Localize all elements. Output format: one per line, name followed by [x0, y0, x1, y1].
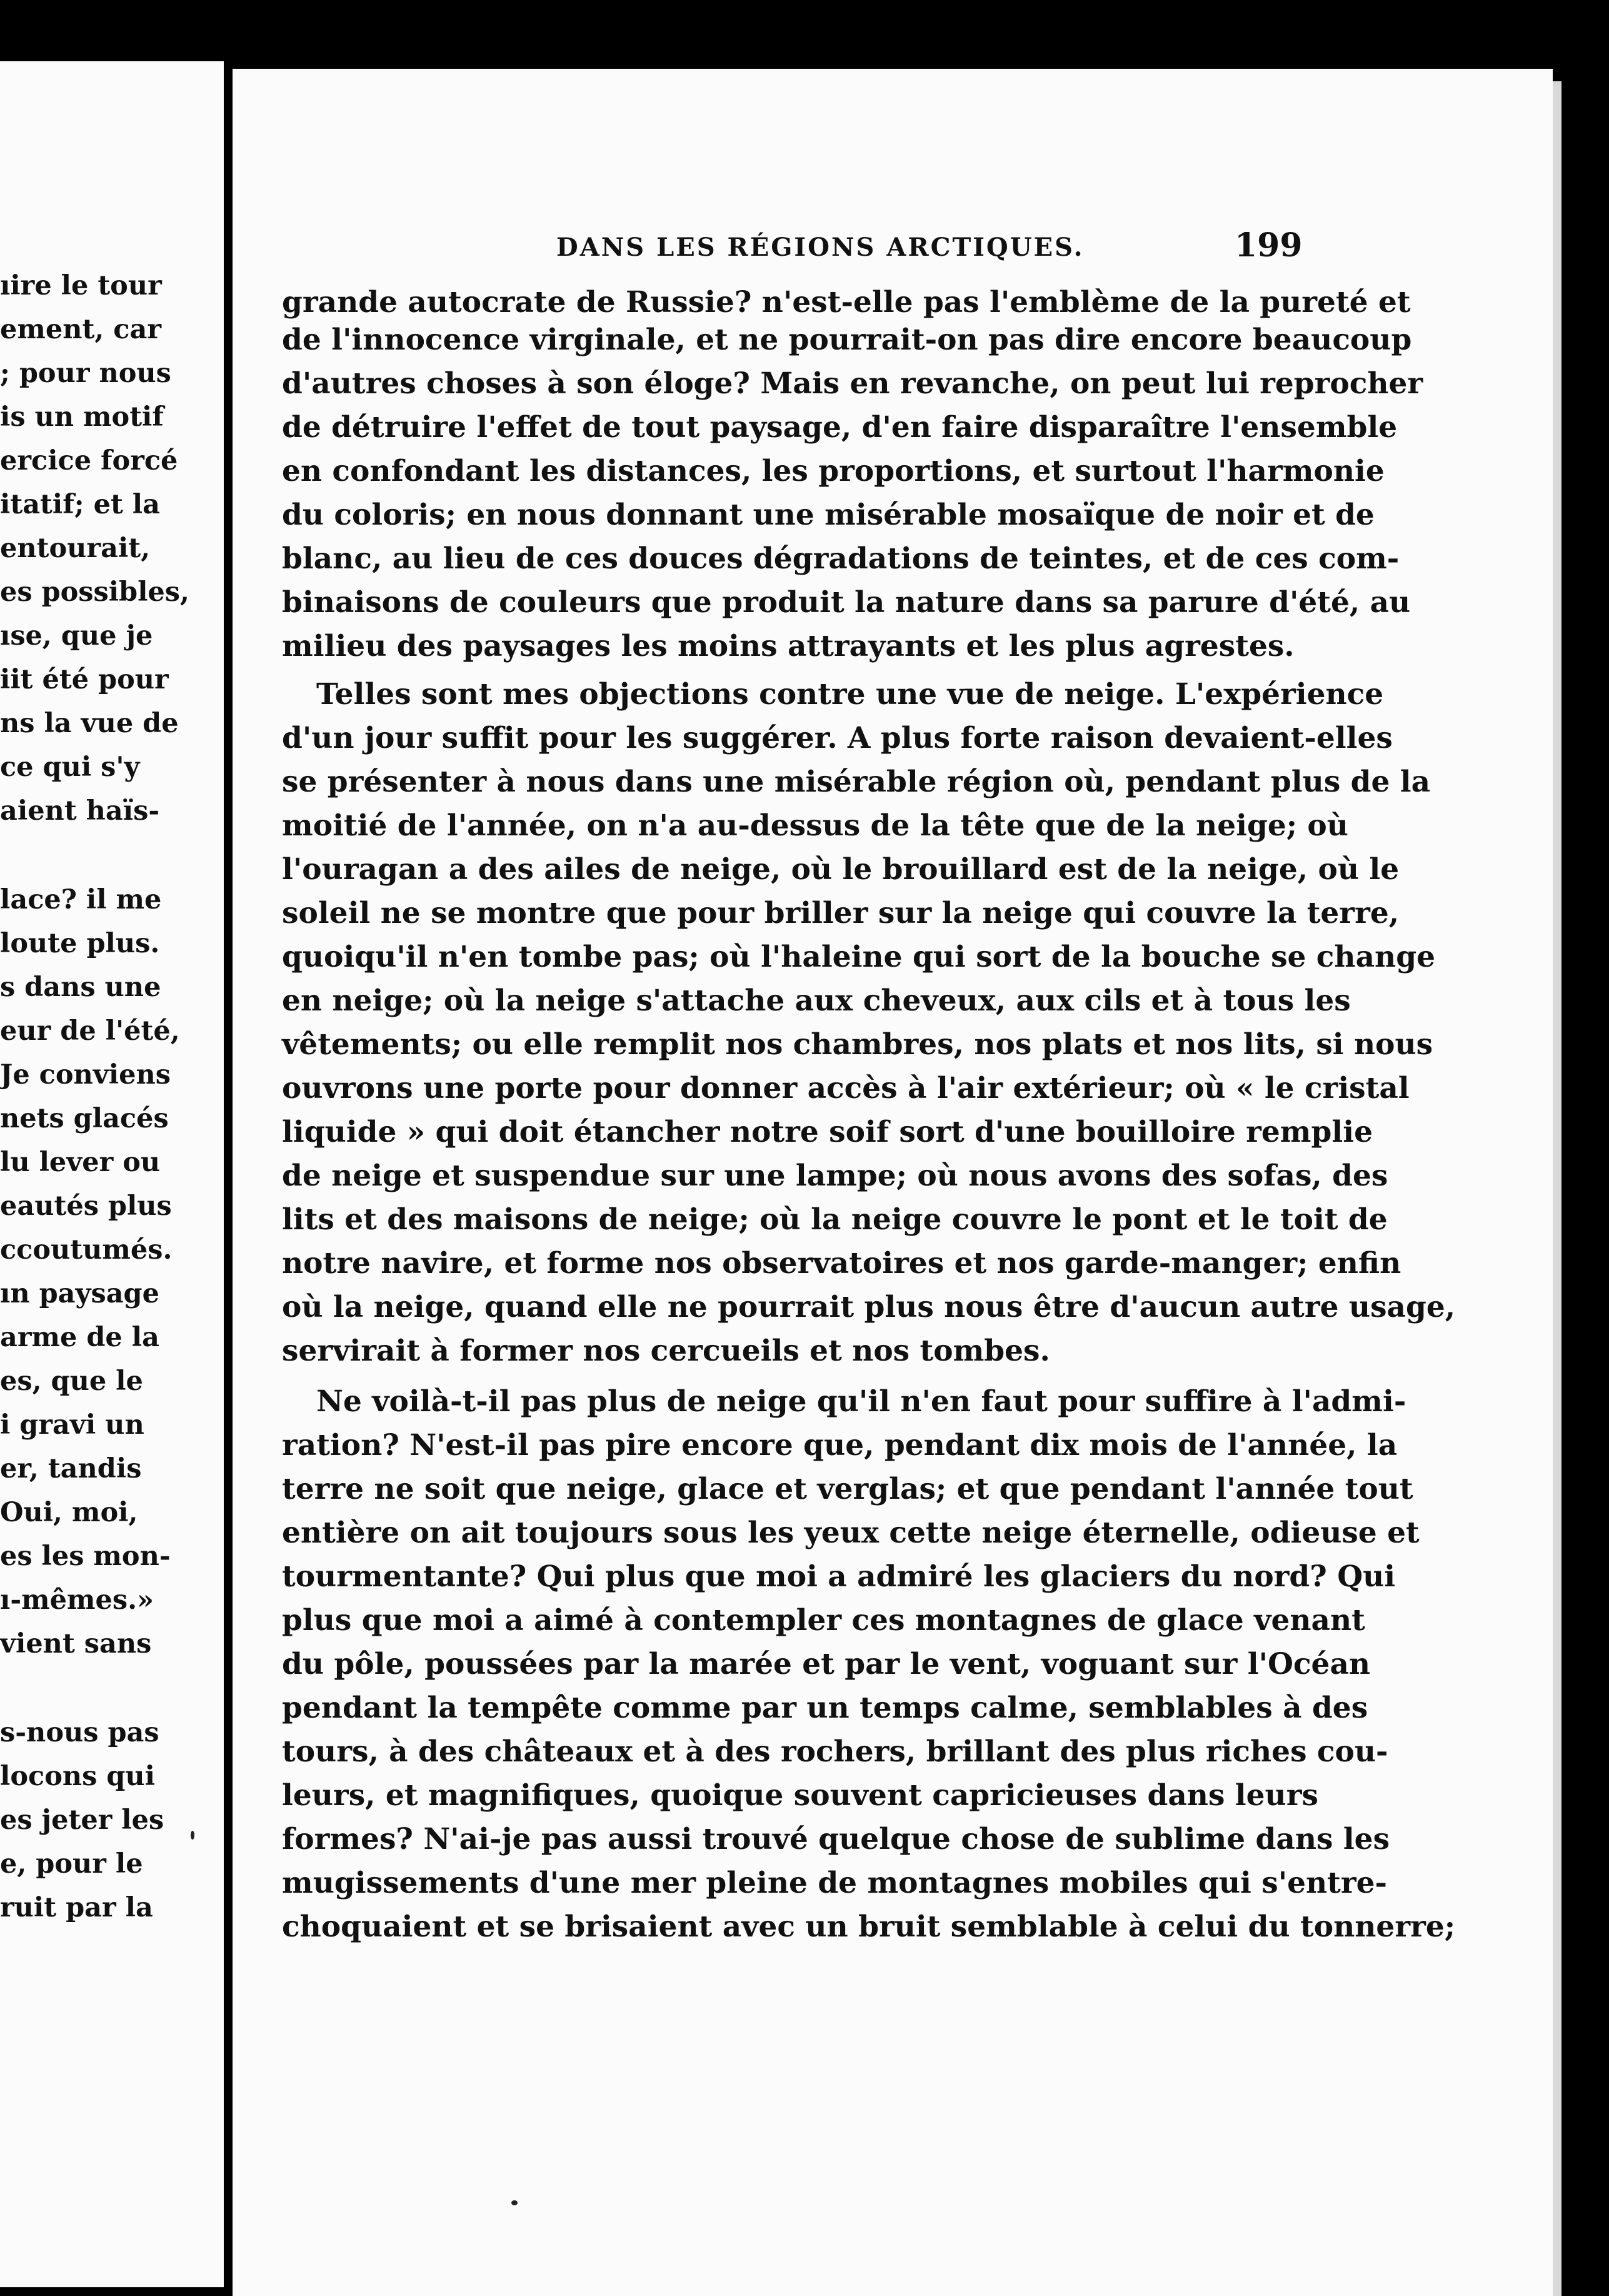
text-line: d'un jour suffit pour les suggérer. A plus forte raison devaient-elles [282, 721, 1393, 755]
left-line: Oui, moi, [0, 1497, 138, 1528]
left-line: e, pour le [0, 1848, 143, 1880]
left-line: ıse, que je [0, 620, 153, 652]
text-line: liquide » qui doit étancher notre soif sort d'une bouilloire remplie [282, 1115, 1373, 1149]
left-line: eur de l'été, [0, 1015, 180, 1047]
print-speck [511, 2200, 518, 2205]
text-line: du pôle, poussées par la marée et par le vent, voguant sur l'Océan [282, 1647, 1371, 1681]
left-line: ruit par la [0, 1892, 153, 1923]
print-speck [191, 1831, 194, 1840]
text-line: grande autocrate de Russie? n'est-elle pas l'emblème de la pureté et [282, 285, 1411, 320]
text-line: l'ouragan a des ailes de neige, où le brouillard est de la neige, où le [282, 852, 1400, 887]
text-line: du coloris; en nous donnant une misérable mosaïque de noir et de [282, 498, 1375, 532]
left-line: ement, car [0, 314, 161, 345]
text-line: plus que moi a aimé à contempler ces montagnes de glace venant [282, 1603, 1365, 1638]
left-line: i gravi un [0, 1409, 144, 1441]
page-edge [1553, 81, 1561, 2296]
left-line: es les mon- [0, 1541, 171, 1572]
left-line: s-nous pas [0, 1717, 159, 1748]
text-line: en neige; où la neige s'attache aux cheveux, aux cils et à tous les [282, 984, 1351, 1018]
text-line: quoiqu'il n'en tombe pas; où l'haleine qui sort de la bouche se change [282, 940, 1435, 974]
paragraph-first-line: Ne voilà-t-il pas plus de neige qu'il n'en faut pour suffire à l'admi- [316, 1384, 1406, 1419]
text-line: notre navire, et forme nos observatoires et nos garde-manger; enfin [282, 1246, 1401, 1281]
left-line: es, que le [0, 1366, 143, 1397]
text-line: terre ne soit que neige, glace et verglas; et que pendant l'année tout [282, 1472, 1413, 1506]
text-line: pendant la tempête comme par un temps calme, semblables à des [282, 1691, 1368, 1725]
left-line: s dans une [0, 972, 161, 1003]
left-line: es jeter les [0, 1805, 164, 1836]
left-line: itatif; et la [0, 489, 160, 520]
book-gutter [224, 56, 233, 2296]
text-line: formes? N'ai-je pas aussi trouvé quelque chose de sublime dans les [282, 1822, 1390, 1856]
left-line: Je conviens [0, 1059, 171, 1090]
text-line: blanc, au lieu de ces douces dégradations de teintes, et de ces com- [282, 541, 1400, 576]
text-line: de neige et suspendue sur une lampe; où nous avons des sofas, des [282, 1159, 1388, 1193]
left-line: eautés plus [0, 1191, 172, 1222]
left-line: ıire le tour [0, 270, 162, 301]
left-line: es possibles, [0, 577, 189, 608]
text-line: vêtements; ou elle remplit nos chambres, nos plats et nos lits, si nous [282, 1027, 1433, 1062]
text-line: lits et des maisons de neige; où la neige couvre le pont et le toit de [282, 1202, 1388, 1237]
page-number: 199 [1235, 226, 1303, 264]
left-line: ns la vue de [0, 708, 179, 739]
left-line: loute plus. [0, 928, 160, 959]
left-line: entourait, [0, 533, 151, 564]
running-title: DANS LES RÉGIONS ARCTIQUES. [556, 233, 1085, 262]
text-line: où la neige, quand elle ne pourrait plus nous être d'aucun autre usage, [282, 1290, 1456, 1324]
text-line: binaisons de couleurs que produit la nature dans sa parure d'été, au [282, 585, 1411, 620]
left-line: iit été pour [0, 664, 169, 695]
text-line: leurs, et magnifiques, quoique souvent capricieuses dans leurs [282, 1778, 1318, 1813]
text-line: tours, à des châteaux et à des rochers, brillant des plus riches cou- [282, 1735, 1388, 1769]
text-line: ration? N'est-il pas pire encore que, pendant dix mois de l'année, la [282, 1428, 1398, 1463]
text-line: choquaient et se brisaient avec un bruit semblable à celui du tonnerre; [282, 1910, 1456, 1944]
left-line: locons qui [0, 1761, 155, 1792]
left-line: lace? il me [0, 884, 162, 915]
left-line: is un motif [0, 401, 164, 433]
left-line: ; pour nous [0, 358, 171, 389]
text-line: milieu des paysages les moins attrayants et les plus agrestes. [282, 629, 1295, 663]
left-line: er, tandis [0, 1453, 142, 1484]
left-line: vient sans [0, 1628, 152, 1659]
left-line: lu lever ou [0, 1147, 161, 1178]
text-line: servirait à former nos cercueils et nos tombes. [282, 1334, 1050, 1368]
left-line: aient haïs- [0, 795, 160, 827]
text-line: entière on ait toujours sous les yeux cette neige éternelle, odieuse et [282, 1516, 1420, 1550]
left-line: ce qui s'y [0, 752, 140, 783]
paragraph-first-line: Telles sont mes objections contre une vue de neige. L'expérience [316, 677, 1384, 712]
text-line: tourmentante? Qui plus que moi a admiré les glaciers du nord? Qui [282, 1559, 1396, 1594]
left-line: ın paysage [0, 1278, 159, 1309]
text-line: de l'innocence virginale, et ne pourrait-on pas dire encore beaucoup [282, 323, 1412, 357]
text-line: soleil ne se montre que pour briller sur la neige qui couvre la terre, [282, 896, 1400, 930]
text-line: en confondant les distances, les proportions, et surtout l'harmonie [282, 454, 1385, 488]
text-line: moitié de l'année, on n'a au-dessus de la tête que de la neige; où [282, 808, 1348, 843]
left-line: ı-mêmes.» [0, 1584, 154, 1616]
text-line: d'autres choses à son éloge? Mais en revanche, on peut lui reprocher [282, 366, 1423, 401]
left-line: nets glacés [0, 1103, 169, 1134]
facing-page-fragment [0, 61, 224, 2287]
left-line: ercice forcé [0, 445, 178, 476]
text-line: de détruire l'effet de tout paysage, d'en faire disparaître l'ensemble [282, 410, 1398, 445]
text-line: ouvrons une porte pour donner accès à l'air extérieur; où « le cristal [282, 1071, 1410, 1105]
text-line: se présenter à nous dans une misérable région où, pendant plus de la [282, 765, 1431, 799]
left-line: arme de la [0, 1322, 159, 1353]
left-line: ccoutumés. [0, 1234, 173, 1266]
text-line: mugissements d'une mer pleine de montagnes mobiles qui s'entre- [282, 1866, 1388, 1900]
